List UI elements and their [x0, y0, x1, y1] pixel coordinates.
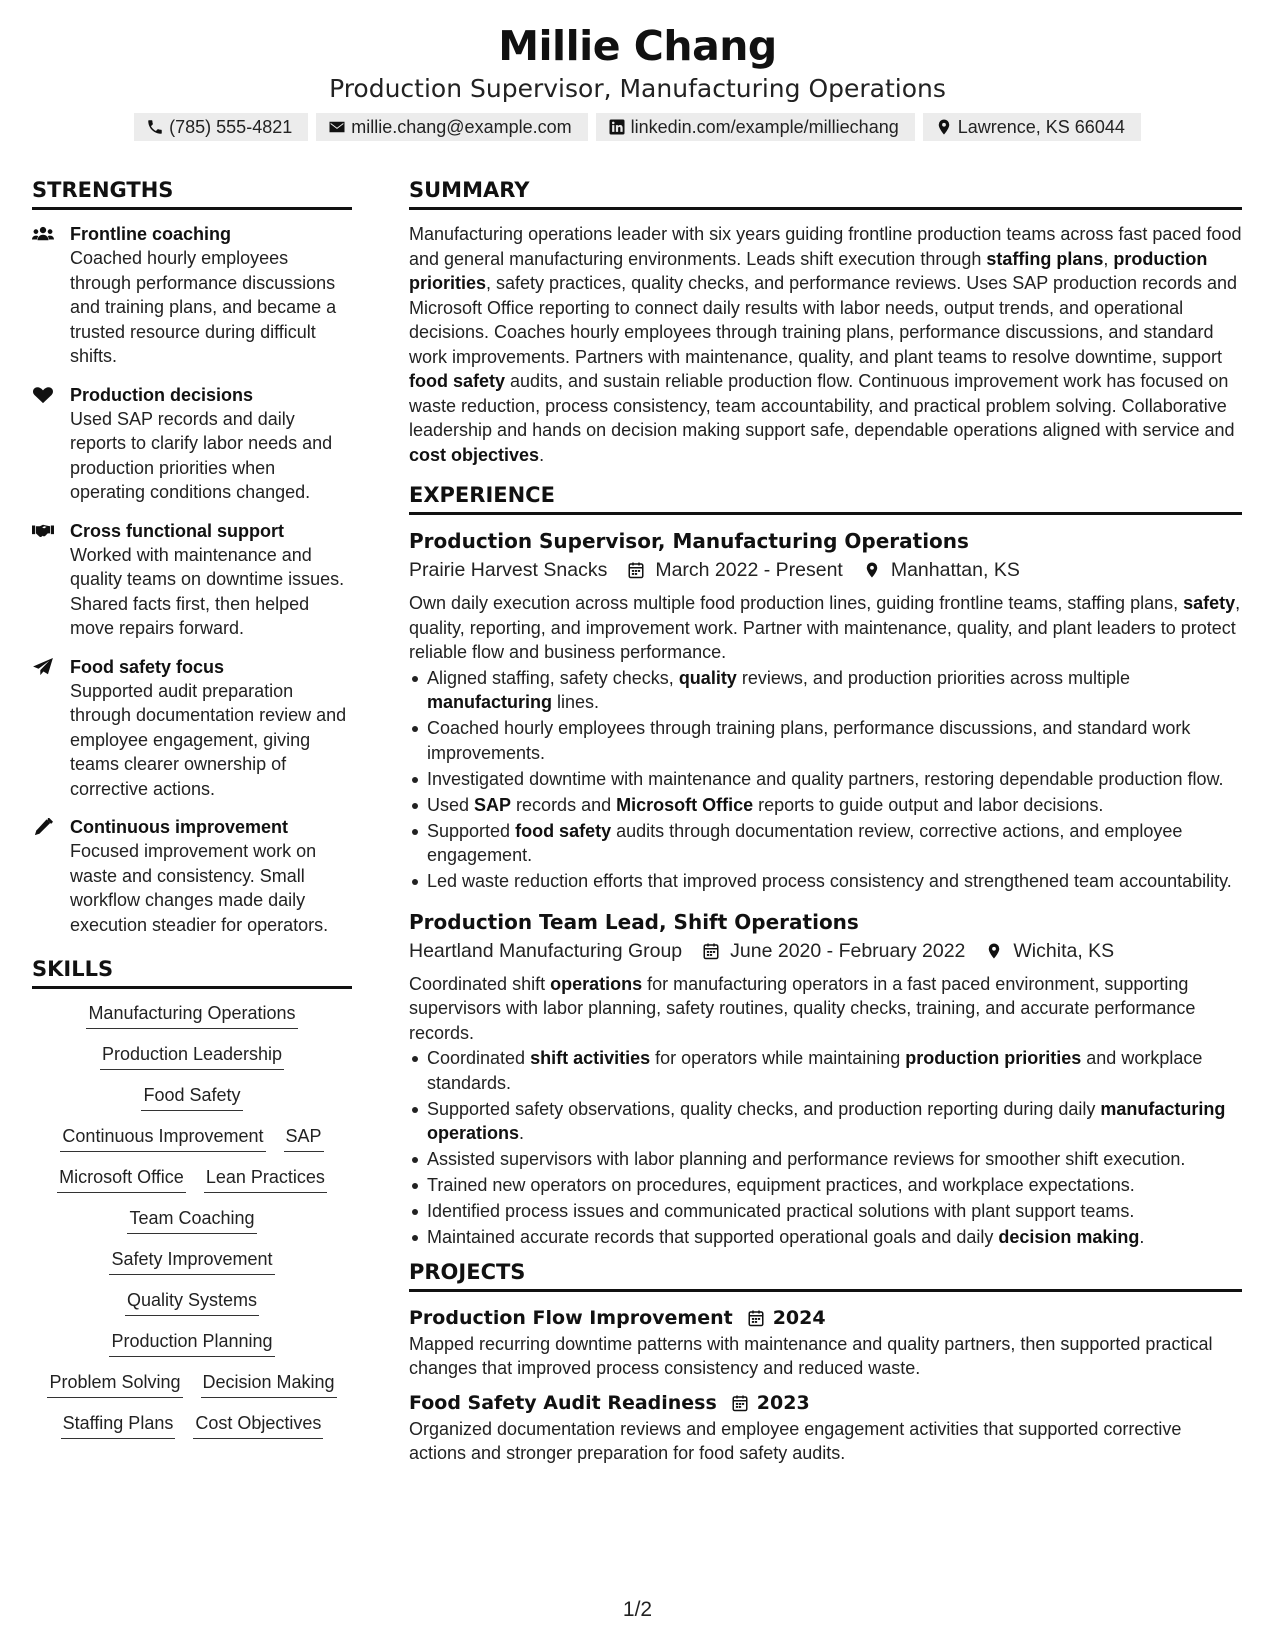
strength-desc: Used SAP records and daily reports to clarify labor needs and production priorities when operating conditions changed. [70, 408, 333, 502]
strength-item [32, 815, 352, 937]
candidate-title: Production Supervisor, Manufacturing Operations [329, 74, 946, 103]
project-entry [409, 1304, 1242, 1381]
project-desc: Organized documentation reviews and employee engagement activities that supported corrective actions and stronger preparation for food safety audits. [409, 1418, 1182, 1463]
skill-row [32, 1247, 352, 1275]
contact-text: linkedin.com/example/milliechang [630, 116, 899, 137]
project-title [409, 1304, 1242, 1332]
bullet-item: Coordinated shift activities for operators while maintaining production priorities and workplace standards. [409, 1046, 1242, 1095]
job-bullets [409, 1046, 1242, 1250]
page-number: 1/2 [622, 1598, 653, 1621]
skill-row [32, 1411, 352, 1439]
right-column [409, 178, 1242, 1466]
keyword: food safety [409, 371, 506, 391]
strength-item [32, 519, 352, 641]
strength-desc: Coached hourly employees through performance discussions and training plans, and became a trusted resource during difficult shifts. [70, 248, 337, 366]
projects-heading: PROJECTS [409, 1260, 1242, 1292]
project-year: 2024 [772, 1306, 826, 1329]
project-year: 2023 [756, 1391, 810, 1414]
keyword: cost objectives [409, 444, 540, 465]
calendar-icon [607, 561, 655, 579]
job-title: Production Team Lead, Shift Operations [409, 909, 859, 934]
keyword: manufacturing [427, 692, 553, 712]
skill-tag: Lean Practices [204, 1165, 327, 1193]
job-entry [409, 908, 1242, 1250]
skill-tag: Quality Systems [125, 1288, 259, 1316]
keyword: Microsoft Office [616, 794, 754, 815]
keyword: quality [678, 667, 737, 688]
keyword: operations [550, 973, 643, 994]
users-icon [32, 225, 54, 243]
keyword: production priorities [409, 248, 1208, 293]
skill-tag: Cost Objectives [193, 1411, 323, 1439]
linkedin-icon [608, 118, 626, 136]
candidate-name: Millie Chang [498, 22, 777, 70]
keyword: decision making [998, 1227, 1140, 1247]
calendar-icon [682, 942, 730, 960]
skill-row [32, 1370, 352, 1398]
skill-row [32, 1288, 352, 1316]
strength-item [32, 222, 352, 369]
skill-row [32, 1042, 352, 1070]
project-entry [409, 1389, 1242, 1466]
calendar-icon [717, 1394, 757, 1412]
keyword: staffing plans [986, 248, 1104, 269]
summary-heading: SUMMARY [409, 178, 1242, 210]
bullet-item: Used SAP records and Microsoft Office reports to guide output and labor decisions. [409, 793, 1242, 818]
skill-tag: Team Coaching [127, 1206, 256, 1234]
skill-tag: Safety Improvement [109, 1247, 274, 1275]
keyword: shift activities [530, 1048, 651, 1068]
skills-heading: SKILLS [32, 957, 352, 989]
skill-tag: Continuous Improvement [60, 1124, 265, 1152]
strength-title: Production decisions [70, 384, 254, 405]
skill-tag: Microsoft Office [57, 1165, 186, 1193]
skill-tag: Manufacturing Operations [86, 1001, 297, 1029]
job-intro: Coordinated shift operations for manufacturing operators in a fast paced environment, supporting supervisors with labor planning, safety routines, quality checks, training, and accurate performance records. [409, 973, 1196, 1043]
skill-row [32, 1001, 352, 1029]
strength-title: Cross functional support [70, 520, 285, 541]
pencil-icon [32, 818, 54, 836]
keyword: safety [1183, 593, 1236, 613]
skill-tag: Problem Solving [47, 1370, 182, 1398]
heart-icon [32, 386, 54, 404]
keyword: food safety [515, 820, 612, 841]
job-company: Prairie Harvest Snacks [409, 559, 608, 581]
projects-list [409, 1304, 1242, 1466]
strength-item [32, 655, 352, 802]
bullet-item: Assisted supervisors with labor planning and performance reviews for smoother shift execution. [409, 1147, 1242, 1172]
contact-phone[interactable] [134, 113, 308, 141]
paper-plane-icon [32, 658, 54, 676]
skill-tag: Food Safety [141, 1083, 242, 1111]
strength-title: Food safety focus [70, 656, 225, 677]
contact-location [923, 113, 1141, 141]
contact-text: (785) 555-4821 [169, 116, 293, 137]
skill-tag: Production Planning [109, 1329, 274, 1357]
skills-list [32, 1001, 352, 1439]
skill-row [32, 1083, 352, 1111]
bullet-item: Coached hourly employees through training plans, performance discussions, and standard work improvements. [409, 716, 1242, 765]
summary-text: Manufacturing operations leader with six years guiding frontline production teams across fast paced food and general manufacturing environments. Leads shift execution through staffing plans, production priorities, safety practices, quality checks, and performance reviews. Uses SAP production records and Microsoft Office reporting to connect daily results with labor needs, output trends, and operational decisions. Coaches hourly employees through training plans, performance discussions, and standard work improvements. Partners with maintenance, quality, and plant teams to resolve downtime, support food safety audits, and sustain reliable production flow. Continuous improvement work has focused on waste reduction, process consistency, team accountability, and practical problem solving. Collaborative leadership and hands on decision making support safe, dependable operations aligned with service and cost objectives. [409, 224, 1242, 465]
skill-tag: Staffing Plans [61, 1411, 176, 1439]
map-pin-icon [935, 118, 953, 136]
job-location: Wichita, KS [1013, 939, 1115, 962]
project-desc: Mapped recurring downtime patterns with maintenance and quality partners, then supported practical changes that improved process consistency and reduced waste. [409, 1333, 1213, 1378]
job-title: Production Supervisor, Manufacturing Operations [409, 529, 969, 553]
project-name: Food Safety Audit Readiness [409, 1391, 717, 1414]
job-entry [409, 527, 1242, 894]
contact-linkedin[interactable] [596, 113, 915, 141]
keyword: production priorities [905, 1048, 1082, 1068]
envelope-icon [328, 118, 346, 136]
skill-tag: SAP [284, 1124, 324, 1152]
job-company: Heartland Manufacturing Group [409, 939, 683, 962]
bullet-item: Supported safety observations, quality checks, and production reporting during daily manufacturing operations. [409, 1097, 1242, 1146]
bullet-item: Supported food safety audits through documentation review, corrective actions, and employee engagement. [409, 819, 1242, 868]
job-dates: June 2020 - February 2022 [730, 939, 966, 962]
bullet-item: Led waste reduction efforts that improved process consistency and strengthened team accountability. [409, 869, 1242, 894]
strength-desc: Supported audit preparation through documentation review and employee engagement, giving teams clearer ownership of corrective actions. [70, 680, 347, 799]
strength-desc: Worked with maintenance and quality teams on downtime issues. Shared facts first, then helped move repairs forward. [70, 544, 345, 638]
skill-row [32, 1124, 352, 1152]
map-pin-icon [843, 561, 891, 579]
skill-row [32, 1206, 352, 1234]
phone-icon [146, 118, 164, 136]
contact-text: millie.chang@example.com [351, 116, 572, 137]
bullet-item: Aligned staffing, safety checks, quality reviews, and production priorities across multiple manufacturing lines. [409, 666, 1242, 715]
skill-row [32, 1329, 352, 1357]
job-bullets [409, 666, 1242, 894]
project-name: Production Flow Improvement [409, 1306, 733, 1329]
job-intro: Own daily execution across multiple food production lines, guiding frontline teams, staffing plans, safety, quality, reporting, and improvement work. Partner with maintenance, quality, and plant leaders to protect reliable flow and business performance. [409, 593, 1241, 662]
strength-title: Frontline coaching [70, 224, 232, 244]
strengths-heading: STRENGTHS [32, 178, 352, 210]
skill-row [32, 1165, 352, 1193]
keyword: SAP [474, 794, 512, 815]
strength-item [32, 383, 352, 505]
contact-text: Lawrence, KS 66044 [957, 116, 1125, 137]
strength-title: Continuous improvement [70, 817, 289, 837]
bullet-item: Investigated downtime with maintenance and quality partners, restoring dependable production flow. [409, 767, 1242, 792]
bullet-item: Trained new operators on procedures, equipment practices, and workplace expectations. [409, 1173, 1242, 1198]
experience-list [409, 527, 1242, 1250]
contact-email[interactable] [316, 113, 587, 141]
job-location: Manhattan, KS [890, 559, 1020, 581]
contact-bar [0, 113, 1275, 141]
project-title [409, 1389, 1242, 1417]
strength-desc: Focused improvement work on waste and consistency. Small workflow changes made daily execution steadier for operators. [70, 841, 329, 935]
left-column [32, 178, 352, 1452]
job-meta [409, 555, 1242, 585]
bullet-item: Maintained accurate records that supported operational goals and daily decision making. [409, 1225, 1242, 1250]
job-dates: March 2022 - Present [655, 559, 843, 581]
skill-tag: Decision Making [201, 1370, 337, 1398]
experience-heading: EXPERIENCE [409, 483, 1242, 515]
job-meta [409, 936, 1242, 966]
skill-tag: Production Leadership [100, 1042, 284, 1070]
handshake-icon [32, 522, 54, 540]
calendar-icon [733, 1309, 773, 1327]
map-pin-icon [965, 942, 1013, 960]
keyword: manufacturing operations [427, 1098, 1226, 1143]
bullet-item: Identified process issues and communicated practical solutions with plant support teams. [409, 1199, 1242, 1224]
